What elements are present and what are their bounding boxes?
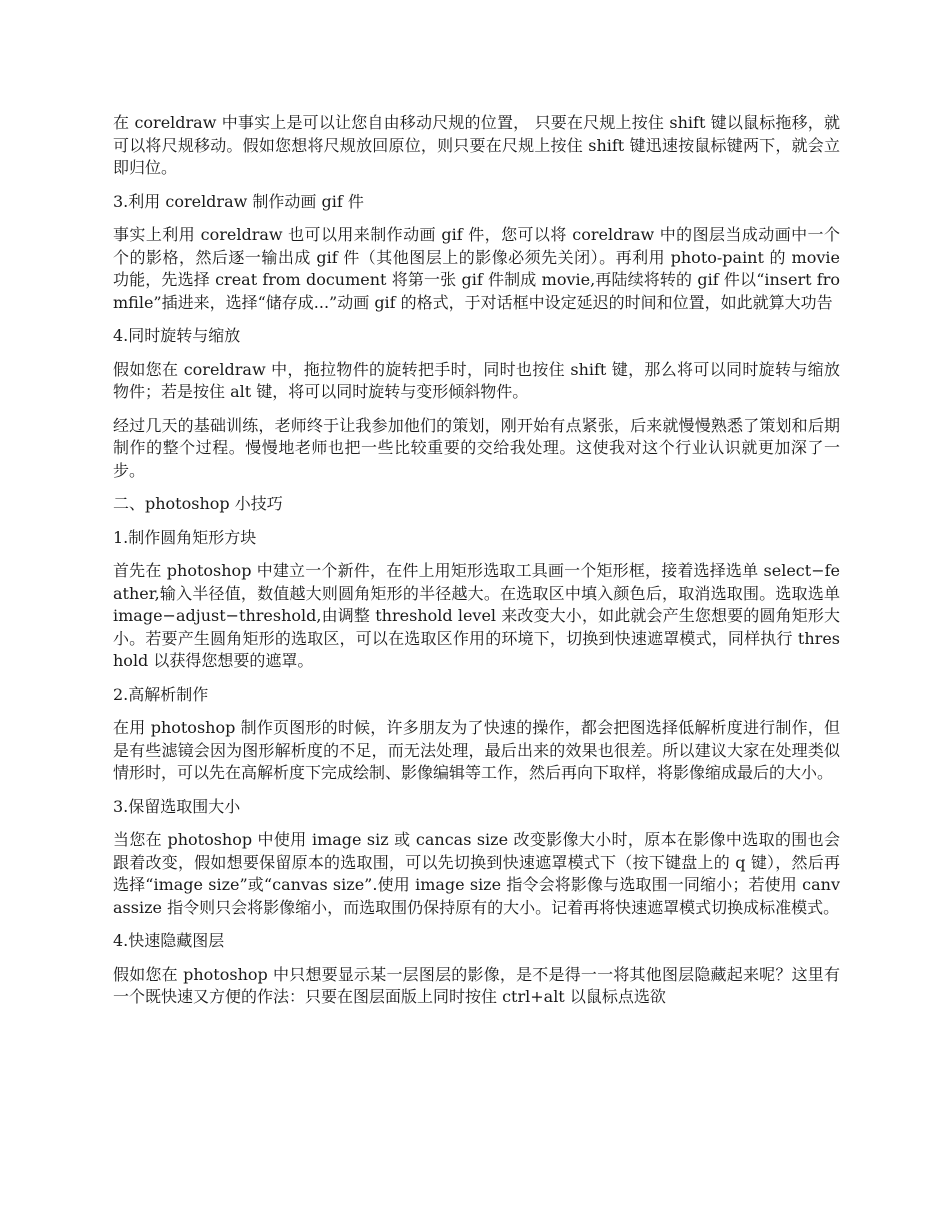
paragraph-hide-layers: 假如您在 photoshop 中只想要显示某一层图层的影像，是不是得一一将其他图层隐藏起来呢？这里有一个既快速又方便的作法：只要在图层面版上同时按住 ctrl+alt 以鼠标点选欲: [113, 964, 840, 1006]
heading-high-resolution: 2.高解析制作: [113, 684, 209, 704]
heading-coreldraw-gif: 3.利用 coreldraw 制作动画 gif 件: [113, 191, 364, 211]
paragraph-high-resolution: 在用 photoshop 制作页图形的时候，许多朋友为了快速的操作，都会把图选择低解析度进行制作，但是有些滤镜会因为图形解析度的不足，而无法处理，最后出来的效果也很差。所以建议大家在处理类似情形时，可以先在高解析度下完成绘制、影像编辑等工作，然后再向下取样，将影像缩成最后的大小。: [113, 718, 840, 782]
paragraph-rounded-rect: 首先在 photoshop 中建立一个新件，在件上用矩形选取工具画一个矩形框，接着选择选单 select−feather,输入半径值，数值越大则圆角矩形的半径越大。在选取区中填入颜色后，取消选取围。选取选单 image−adjust−threshold,由调整 threshold level 来改变大小，如此就会产生您想要的圆角矩形大小。若要产生圆角矩形的选取区，可以在选取区作用的环境下，切换到快速遮罩模式，同样执行 threshold 以获得您想要的遮罩。: [113, 561, 840, 670]
paragraph-coreldraw-gif: 事实上利用 coreldraw 也可以用来制作动画 gif 件，您可以将 coreldraw 中的图层当成动画中一个个的影格，然后逐一输出成 gif 件（其他图层上的影像必须先关闭）。再利用 photo-paint 的 movie 功能，先选择 creat from document 将第一张 gif 件制成 movie,再陆续将转的 gif 件以“insert fromfile”插进来，选择“储存成...”动画 gif 的格式，于对话框中设定延迟的时间和位置，如此就算大功告: [113, 225, 840, 312]
heading-keep-selection: 3.保留选取围大小: [113, 796, 241, 816]
paragraph-keep-selection: 当您在 photoshop 中使用 image siz 或 cancas size 改变影像大小时，原本在影像中选取的围也会跟着改变，假如想要保留原本的选取围，可以先切换到快速遮罩模式下（按下键盘上的 q 键），然后再选择“image size”或“canvas size”.使用 image size 指令会将影像与选取围一同缩小；若使用 canvassize 指令则只会将影像缩小，而选取围仍保持原有的大小。记着再将快速遮罩模式切换成标准模式。: [113, 830, 840, 917]
paragraph-ruler-move: 在 coreldraw 中事实上是可以让您自由移动尺规的位置， 只要在尺规上按住 shift 键以鼠标拖移，就可以将尺规移动。假如您想将尺规放回原位，则只要在尺规上按住 shift 键迅速按鼠标键两下，就会立即归位。: [113, 113, 840, 177]
heading-rotate-scale: 4.同时旋转与缩放: [113, 326, 241, 345]
paragraph-rotate-scale: 假如您在 coreldraw 中，拖拉物件的旋转把手时，同时也按住 shift 键，那么将可以同时旋转与缩放物件；若是按住 alt 键，将可以同时旋转与变形倾斜物件。: [113, 359, 840, 401]
heading-photoshop-tips: 二、photoshop 小技巧: [113, 494, 283, 513]
heading-rounded-rect: 1.制作圆角矩形方块: [113, 527, 257, 547]
document-page: [113, 112, 840, 1020]
heading-hide-layers: 4.快速隐藏图层: [113, 931, 225, 950]
paragraph-training: 经过几天的基础训练，老师终于让我参加他们的策划，刚开始有点紧张，后来就慢慢熟悉了策划和后期制作的整个过程。慢慢地老师也把一些比较重要的交给我处理。这使我对这个行业认识就更加深了一步。: [113, 415, 840, 480]
